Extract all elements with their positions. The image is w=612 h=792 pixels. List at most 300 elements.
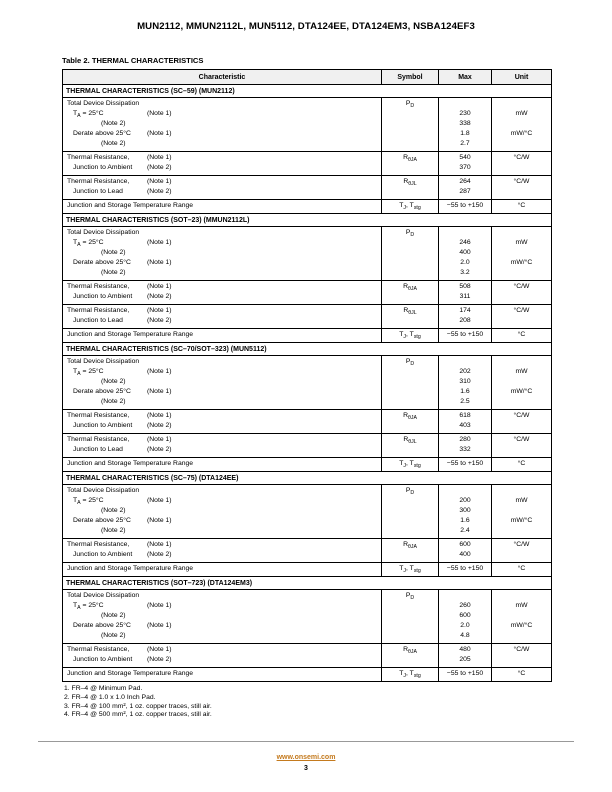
characteristic-cell (63, 281, 382, 305)
unit-cell (492, 644, 552, 668)
max-cell (439, 176, 492, 200)
note-ref: (Note 2) (147, 422, 172, 429)
note-ref: (Note 1) (147, 602, 172, 609)
characteristic-line (63, 655, 381, 665)
characteristic-text: Junction to Lead (73, 317, 123, 324)
unit-label: mW (515, 239, 528, 246)
characteristic-line (63, 187, 381, 197)
characteristic-line (63, 129, 381, 139)
characteristic-text: Thermal Resistance, (67, 646, 130, 653)
symbol-label: $T_J$, $T_{stg}$ (399, 565, 421, 574)
characteristic-line (63, 526, 381, 536)
note-ref: (Note 1) (147, 497, 172, 504)
note-ref: (Note 1) (147, 130, 172, 137)
characteristic-text: $T_A = 25^\circ C$ (73, 497, 104, 506)
max-cell (439, 98, 492, 152)
footnotes (62, 685, 550, 720)
unit-cell (492, 98, 552, 152)
max-value: 1.6 (460, 517, 470, 524)
max-value: −55 to +150 (446, 202, 484, 209)
symbol-cell (382, 434, 439, 458)
symbol-cell (382, 668, 439, 682)
characteristic-line (63, 153, 381, 163)
characteristic-text: Derate above 25°C (73, 622, 131, 629)
symbol-label: $R_{\theta JL}$ (403, 178, 417, 187)
characteristic-cell (63, 458, 382, 472)
symbol-cell (382, 176, 439, 200)
characteristic-cell (63, 485, 382, 539)
table-row (63, 590, 552, 644)
max-value (439, 357, 491, 367)
max-value (439, 486, 491, 496)
symbol-cell (382, 410, 439, 434)
max-value: 311 (459, 293, 471, 300)
unit-label (492, 655, 551, 665)
max-value: 400 (459, 249, 471, 256)
unit-cell (492, 410, 552, 434)
unit-cell (492, 434, 552, 458)
unit-label: mW (515, 110, 528, 117)
characteristic-text: Total Device Dissipation (67, 100, 140, 107)
symbol-label: $P_D$ (405, 100, 415, 109)
note-ref: (Note 2) (147, 188, 172, 195)
unit-cell (492, 227, 552, 281)
table-row (63, 152, 552, 176)
note-ref: (Note 1) (147, 283, 172, 290)
unit-cell (492, 200, 552, 214)
characteristic-text: Junction to Ambient (73, 422, 133, 429)
note-ref: (Note 1) (147, 110, 172, 117)
characteristic-cell (63, 434, 382, 458)
characteristic-cell (63, 410, 382, 434)
note-ref: (Note 2) (147, 293, 172, 300)
characteristic-text: Derate above 25°C (73, 517, 131, 524)
max-value: 2.5 (460, 398, 470, 405)
characteristic-text: $T_A = 25^\circ C$ (73, 239, 104, 248)
characteristic-line (63, 421, 381, 431)
unit-label: °C/W (513, 436, 530, 443)
page-content (62, 56, 550, 720)
note-ref: (Note 1) (147, 517, 172, 524)
characteristic-line (63, 248, 381, 258)
note-ref: (Note 1) (147, 368, 172, 375)
characteristic-line (63, 316, 381, 326)
max-cell (439, 590, 492, 644)
section-title: THERMAL CHARACTERISTICS (SOT–723) (DTA124EM3) (63, 577, 552, 590)
characteristic-line (63, 540, 381, 550)
unit-cell (492, 539, 552, 563)
unit-cell (492, 281, 552, 305)
max-value: 403 (459, 422, 471, 429)
symbol-cell (382, 356, 439, 410)
note-ref: (Note 1) (147, 178, 172, 185)
unit-label: °C (517, 565, 526, 572)
unit-label: °C/W (513, 283, 530, 290)
symbol-label: $P_D$ (405, 229, 415, 238)
characteristic-text: (Note 2) (101, 140, 126, 147)
table-row (63, 539, 552, 563)
table-row (63, 434, 552, 458)
unit-cell (492, 356, 552, 410)
max-value: 200 (459, 497, 471, 504)
characteristic-text: Derate above 25°C (73, 130, 131, 137)
column-header-unit: Unit (492, 70, 552, 85)
page-number: 3 (304, 765, 308, 772)
footnote-line: 4. FR–4 @ 500 mm², 1 oz. copper traces, still air. (64, 711, 212, 719)
symbol-cell (382, 152, 439, 176)
unit-label: °C/W (513, 307, 530, 314)
characteristic-line (63, 306, 381, 316)
unit-cell (492, 668, 552, 682)
characteristic-text: Junction and Storage Temperature Range (67, 460, 194, 467)
footer-divider (38, 741, 574, 742)
characteristic-cell (63, 98, 382, 152)
characteristic-cell (63, 668, 382, 682)
characteristic-text: Thermal Resistance, (67, 412, 130, 419)
note-ref: (Note 1) (147, 307, 172, 314)
max-value: 600 (459, 612, 471, 619)
characteristic-text: Junction to Ambient (73, 551, 133, 558)
max-value: 246 (459, 239, 471, 246)
characteristic-text: Junction and Storage Temperature Range (67, 565, 194, 572)
max-cell (439, 410, 492, 434)
max-value: 230 (459, 110, 471, 117)
characteristic-text: Total Device Dissipation (67, 229, 140, 236)
symbol-label: $T_J$, $T_{stg}$ (399, 331, 421, 340)
unit-cell (492, 590, 552, 644)
unit-label: mW (515, 602, 528, 609)
unit-label (492, 228, 551, 238)
characteristic-text: Total Device Dissipation (67, 592, 140, 599)
characteristic-line (63, 177, 381, 187)
unit-label (492, 506, 551, 516)
characteristic-line (63, 387, 381, 397)
table-row (63, 458, 552, 472)
symbol-label: $T_J$, $T_{stg}$ (399, 670, 421, 679)
characteristic-line (63, 397, 381, 407)
max-cell (439, 356, 492, 410)
unit-label (492, 445, 551, 455)
symbol-cell (382, 200, 439, 214)
characteristic-cell (63, 563, 382, 577)
symbol-cell (382, 644, 439, 668)
section-header-row (63, 577, 552, 590)
characteristic-cell (63, 329, 382, 343)
note-ref: (Note 2) (147, 656, 172, 663)
characteristic-line (63, 282, 381, 292)
max-value: 310 (459, 378, 471, 385)
unit-label: °C (517, 331, 526, 338)
unit-label (492, 163, 551, 173)
symbol-label: $R_{\theta JA}$ (403, 154, 417, 163)
characteristic-text: Junction and Storage Temperature Range (67, 670, 194, 677)
symbol-cell (382, 329, 439, 343)
unit-label: mW/°C (510, 622, 533, 629)
characteristic-line (63, 496, 381, 506)
unit-label (492, 99, 551, 109)
section-title: THERMAL CHARACTERISTICS (SC–70/SOT–323) (MUN5112) (63, 343, 552, 356)
table-caption: Table 2. THERMAL CHARACTERISTICS (62, 56, 204, 65)
characteristic-text: Thermal Resistance, (67, 307, 130, 314)
max-cell (439, 227, 492, 281)
characteristic-text: (Note 2) (101, 398, 126, 405)
characteristic-line (63, 516, 381, 526)
characteristic-text: Total Device Dissipation (67, 487, 140, 494)
unit-label (492, 119, 551, 129)
characteristic-text: (Note 2) (101, 527, 126, 534)
unit-label: mW (515, 497, 528, 504)
characteristic-line (63, 377, 381, 387)
characteristic-cell (63, 644, 382, 668)
characteristic-text: Derate above 25°C (73, 259, 131, 266)
table-row (63, 200, 552, 214)
characteristic-text: Junction to Lead (73, 446, 123, 453)
characteristic-line (63, 119, 381, 129)
unit-label: mW/°C (510, 517, 533, 524)
unit-label (492, 357, 551, 367)
max-value: 338 (459, 120, 471, 127)
unit-label: °C (517, 670, 526, 677)
characteristic-line (63, 238, 381, 248)
section-title: THERMAL CHARACTERISTICS (SC–75) (DTA124EE) (63, 472, 552, 485)
unit-cell (492, 329, 552, 343)
characteristic-text: Thermal Resistance, (67, 178, 130, 185)
max-value (439, 591, 491, 601)
characteristic-line (63, 550, 381, 560)
characteristic-cell (63, 152, 382, 176)
characteristic-line (63, 486, 381, 496)
characteristic-text: (Note 2) (101, 378, 126, 385)
max-value: 287 (459, 188, 471, 195)
unit-label: °C/W (513, 646, 530, 653)
characteristic-cell (63, 305, 382, 329)
symbol-cell (382, 539, 439, 563)
characteristic-line (63, 459, 381, 469)
characteristic-text: (Note 2) (101, 507, 126, 514)
footnote-line: 1. FR–4 @ Minimum Pad. (64, 685, 143, 692)
note-ref: (Note 2) (147, 164, 172, 171)
max-value: 2.4 (460, 527, 470, 534)
symbol-label: $T_J$, $T_{stg}$ (399, 202, 421, 211)
max-cell (439, 539, 492, 563)
footnote-line: 3. FR–4 @ 100 mm², 1 oz. copper traces, still air. (64, 702, 212, 710)
section-header-row (63, 343, 552, 356)
symbol-label: $P_D$ (405, 592, 415, 601)
table-row (63, 485, 552, 539)
characteristic-cell (63, 356, 382, 410)
max-value (439, 99, 491, 109)
max-value: −55 to +150 (446, 565, 484, 572)
max-value: 205 (459, 656, 471, 663)
characteristic-cell (63, 227, 382, 281)
column-header-symbol: Symbol (382, 70, 439, 85)
characteristic-line (63, 445, 381, 455)
characteristic-text: Thermal Resistance, (67, 283, 130, 290)
unit-label: °C/W (513, 541, 530, 548)
symbol-cell (382, 281, 439, 305)
symbol-cell (382, 305, 439, 329)
max-value: 264 (459, 178, 471, 185)
characteristic-text: Junction to Ambient (73, 293, 133, 300)
note-ref: (Note 2) (147, 317, 172, 324)
note-ref: (Note 1) (147, 541, 172, 548)
symbol-cell (382, 590, 439, 644)
max-value: 1.8 (460, 130, 470, 137)
max-value: 540 (459, 154, 471, 161)
characteristic-text: (Note 2) (101, 612, 126, 619)
page-footer (0, 741, 612, 772)
table-row (63, 410, 552, 434)
max-cell (439, 668, 492, 682)
symbol-cell (382, 458, 439, 472)
characteristic-line (63, 163, 381, 173)
note-ref: (Note 1) (147, 622, 172, 629)
max-cell (439, 644, 492, 668)
table-row (63, 563, 552, 577)
unit-label (492, 187, 551, 197)
max-value: 508 (459, 283, 471, 290)
note-ref: (Note 2) (147, 551, 172, 558)
symbol-label: $R_{\theta JL}$ (403, 436, 417, 445)
characteristic-line (63, 564, 381, 574)
unit-cell (492, 458, 552, 472)
characteristic-line (63, 611, 381, 621)
note-ref: (Note 1) (147, 388, 172, 395)
symbol-label: $R_{\theta JA}$ (403, 283, 417, 292)
thermal-characteristics-table (62, 69, 552, 682)
section-header-row (63, 472, 552, 485)
characteristic-text: Derate above 25°C (73, 388, 131, 395)
symbol-cell (382, 563, 439, 577)
page-header-title: MUN2112, MMUN2112L, MUN5112, DTA124EE, DTA124EM3, NSBA124EF3 (137, 21, 475, 32)
unit-label (492, 631, 551, 641)
max-value: 174 (459, 307, 471, 314)
note-ref: (Note 2) (147, 446, 172, 453)
characteristic-line (63, 631, 381, 641)
characteristic-line (63, 139, 381, 149)
max-value: 370 (459, 164, 471, 171)
column-header-row (63, 70, 552, 85)
characteristic-text: (Note 2) (101, 120, 126, 127)
unit-label (492, 611, 551, 621)
max-cell (439, 563, 492, 577)
unit-label (492, 397, 551, 407)
characteristic-line (63, 411, 381, 421)
unit-label (492, 526, 551, 536)
table-row (63, 305, 552, 329)
unit-cell (492, 485, 552, 539)
unit-cell (492, 152, 552, 176)
characteristic-line (63, 591, 381, 601)
characteristic-text: (Note 2) (101, 269, 126, 276)
unit-label: mW (515, 368, 528, 375)
max-value: 280 (459, 436, 471, 443)
characteristic-line (63, 367, 381, 377)
unit-label: mW/°C (510, 259, 533, 266)
symbol-label: $R_{\theta JA}$ (403, 412, 417, 421)
unit-cell (492, 305, 552, 329)
table-row (63, 281, 552, 305)
characteristic-text: Junction to Ambient (73, 656, 133, 663)
max-cell (439, 485, 492, 539)
unit-label (492, 268, 551, 278)
characteristic-text: Junction to Ambient (73, 164, 133, 171)
onsemi-link[interactable]: www.onsemi.com (276, 754, 336, 761)
characteristic-text: Thermal Resistance, (67, 436, 130, 443)
characteristic-line (63, 99, 381, 109)
column-header-characteristic: Characteristic (63, 70, 382, 85)
characteristic-line (63, 435, 381, 445)
max-value: 202 (459, 368, 471, 375)
table-row (63, 356, 552, 410)
max-value: 480 (459, 646, 471, 653)
characteristic-line (63, 621, 381, 631)
characteristic-line (63, 201, 381, 211)
unit-label (492, 591, 551, 601)
symbol-label: $T_J$, $T_{stg}$ (399, 460, 421, 469)
characteristic-line (63, 669, 381, 679)
characteristic-line (63, 228, 381, 238)
max-cell (439, 305, 492, 329)
section-header-row (63, 85, 552, 98)
note-ref: (Note 1) (147, 239, 172, 246)
footnote-line: 2. FR–4 @ 1.0 x 1.0 Inch Pad. (64, 693, 156, 701)
table-row (63, 227, 552, 281)
unit-label (492, 486, 551, 496)
symbol-label: $R_{\theta JA}$ (403, 541, 417, 550)
max-value: 400 (459, 551, 471, 558)
unit-cell (492, 563, 552, 577)
unit-label: °C (517, 460, 526, 467)
max-cell (439, 458, 492, 472)
characteristic-text: Junction and Storage Temperature Range (67, 202, 194, 209)
unit-label (492, 316, 551, 326)
max-cell (439, 200, 492, 214)
max-value: −55 to +150 (446, 670, 484, 677)
characteristic-text: $T_A = 25^\circ C$ (73, 110, 104, 119)
characteristic-line (63, 258, 381, 268)
column-header-max: Max (439, 70, 492, 85)
unit-cell (492, 176, 552, 200)
unit-label (492, 421, 551, 431)
unit-label: mW/°C (510, 388, 533, 395)
note-ref: (Note 1) (147, 436, 172, 443)
characteristic-text: Thermal Resistance, (67, 154, 130, 161)
section-title: THERMAL CHARACTERISTICS (SOT–23) (MMUN2112L) (63, 214, 552, 227)
max-value: 3.2 (460, 269, 470, 276)
characteristic-cell (63, 200, 382, 214)
characteristic-text: Junction and Storage Temperature Range (67, 331, 194, 338)
thermal-table-body (63, 85, 552, 682)
symbol-label: $P_D$ (405, 358, 415, 367)
max-value: 600 (459, 541, 471, 548)
symbol-label: $P_D$ (405, 487, 415, 496)
max-value: 2.0 (460, 622, 470, 629)
section-title: THERMAL CHARACTERISTICS (SC–59) (MUN2112) (63, 85, 552, 98)
characteristic-line (63, 292, 381, 302)
characteristic-cell (63, 176, 382, 200)
unit-label (492, 550, 551, 560)
max-cell (439, 152, 492, 176)
table-row (63, 644, 552, 668)
unit-label (492, 139, 551, 149)
max-value: 332 (459, 446, 471, 453)
section-header-row (63, 214, 552, 227)
max-value: 618 (459, 412, 471, 419)
characteristic-text: Thermal Resistance, (67, 541, 130, 548)
symbol-label: $R_{\theta JL}$ (403, 307, 417, 316)
note-ref: (Note 1) (147, 154, 172, 161)
